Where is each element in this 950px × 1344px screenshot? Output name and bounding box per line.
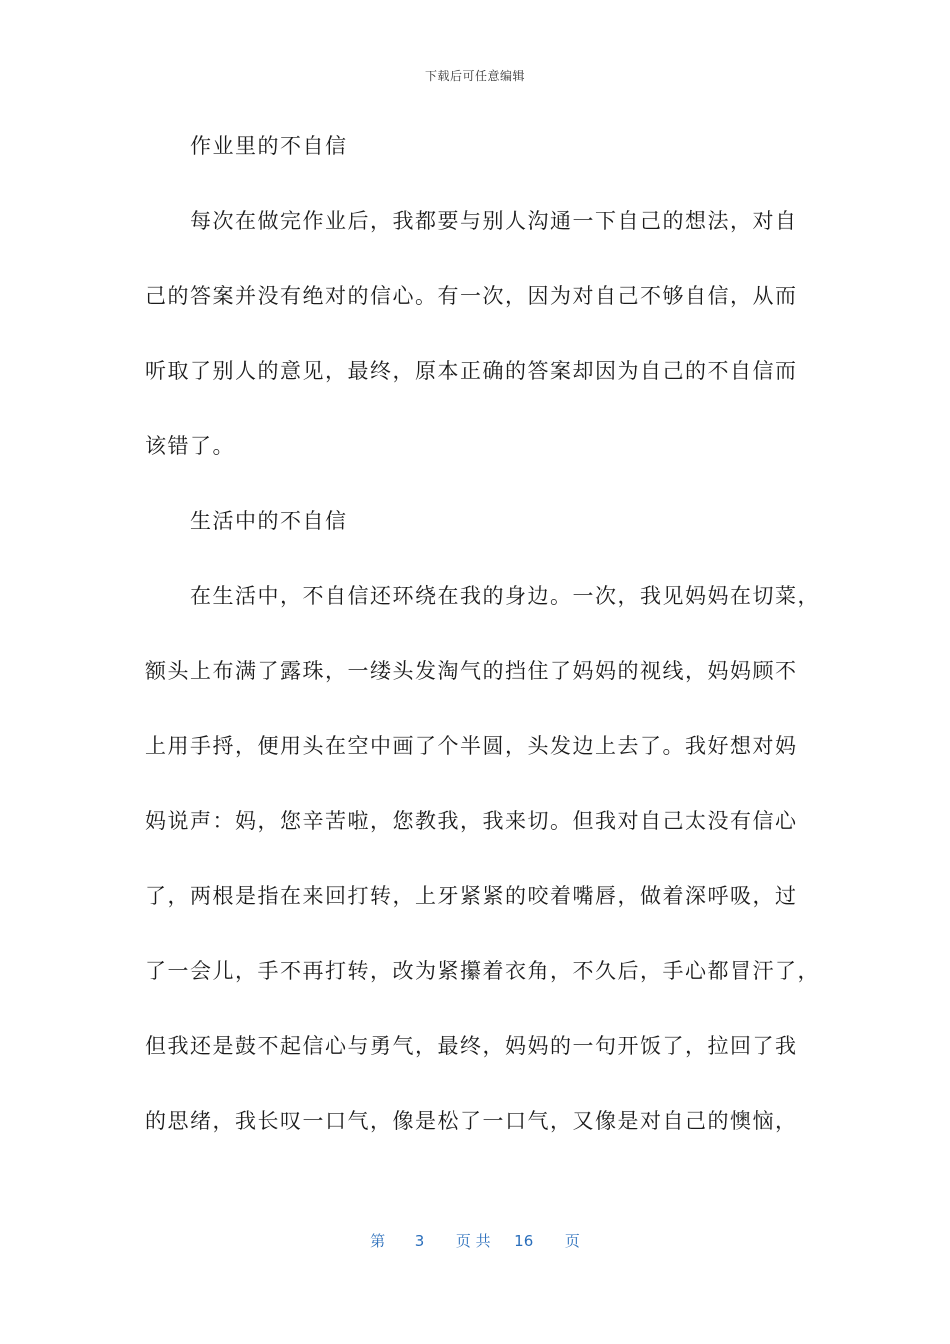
page-header: 下载后可任意编辑 <box>424 69 525 83</box>
paragraph-line: 了，两根是指在来回打转，上牙紧紧的咬着嘴唇，做着深呼吸，过 <box>145 884 798 908</box>
paragraph-line: 但我还是鼓不起信心与勇气，最终，妈妈的一句开饭了，拉回了我 <box>145 1034 798 1058</box>
paragraph-line: 每次在做完作业后，我都要与别人沟通一下自己的想法，对自 <box>190 209 798 233</box>
paragraph-line: 听取了别人的意见，最终，原本正确的答案却因为自己的不自信而 <box>145 359 798 383</box>
paragraph-line: 了一会儿，手不再打转，改为紧攥着衣角，不久后，手心都冒汗了， <box>145 959 820 983</box>
section-heading: 生活中的不自信 <box>190 509 348 533</box>
footer-page-mid: 页 共 <box>455 1232 491 1250</box>
page-footer <box>0 1230 950 1251</box>
footer-page-prefix: 第 <box>370 1232 386 1250</box>
paragraph-line: 的思绪，我长叹一口气，像是松了一口气，又像是对自己的懊恼， <box>145 1109 798 1133</box>
paragraph-line: 己的答案并没有绝对的信心。有一次，因为对自己不够自信，从而 <box>145 284 798 308</box>
paragraph-line: 该错了。 <box>145 434 235 458</box>
paragraph-line: 妈说声：妈，您辛苦啦，您教我，我来切。但我对自己太没有信心 <box>145 809 798 833</box>
footer-total-pages: 16 <box>514 1232 534 1250</box>
paragraph-line: 在生活中，不自信还环绕在我的身边。一次，我见妈妈在切菜， <box>190 584 820 608</box>
paragraph-line: 上用手捋，便用头在空中画了个半圆，头发边上去了。我好想对妈 <box>145 734 798 758</box>
section-heading: 作业里的不自信 <box>190 134 348 158</box>
paragraph-line: 额头上布满了露珠，一缕头发淘气的挡住了妈妈的视线，妈妈顾不 <box>145 659 798 683</box>
footer-page-suffix: 页 <box>564 1232 580 1250</box>
footer-page-number: 3 <box>414 1232 425 1250</box>
